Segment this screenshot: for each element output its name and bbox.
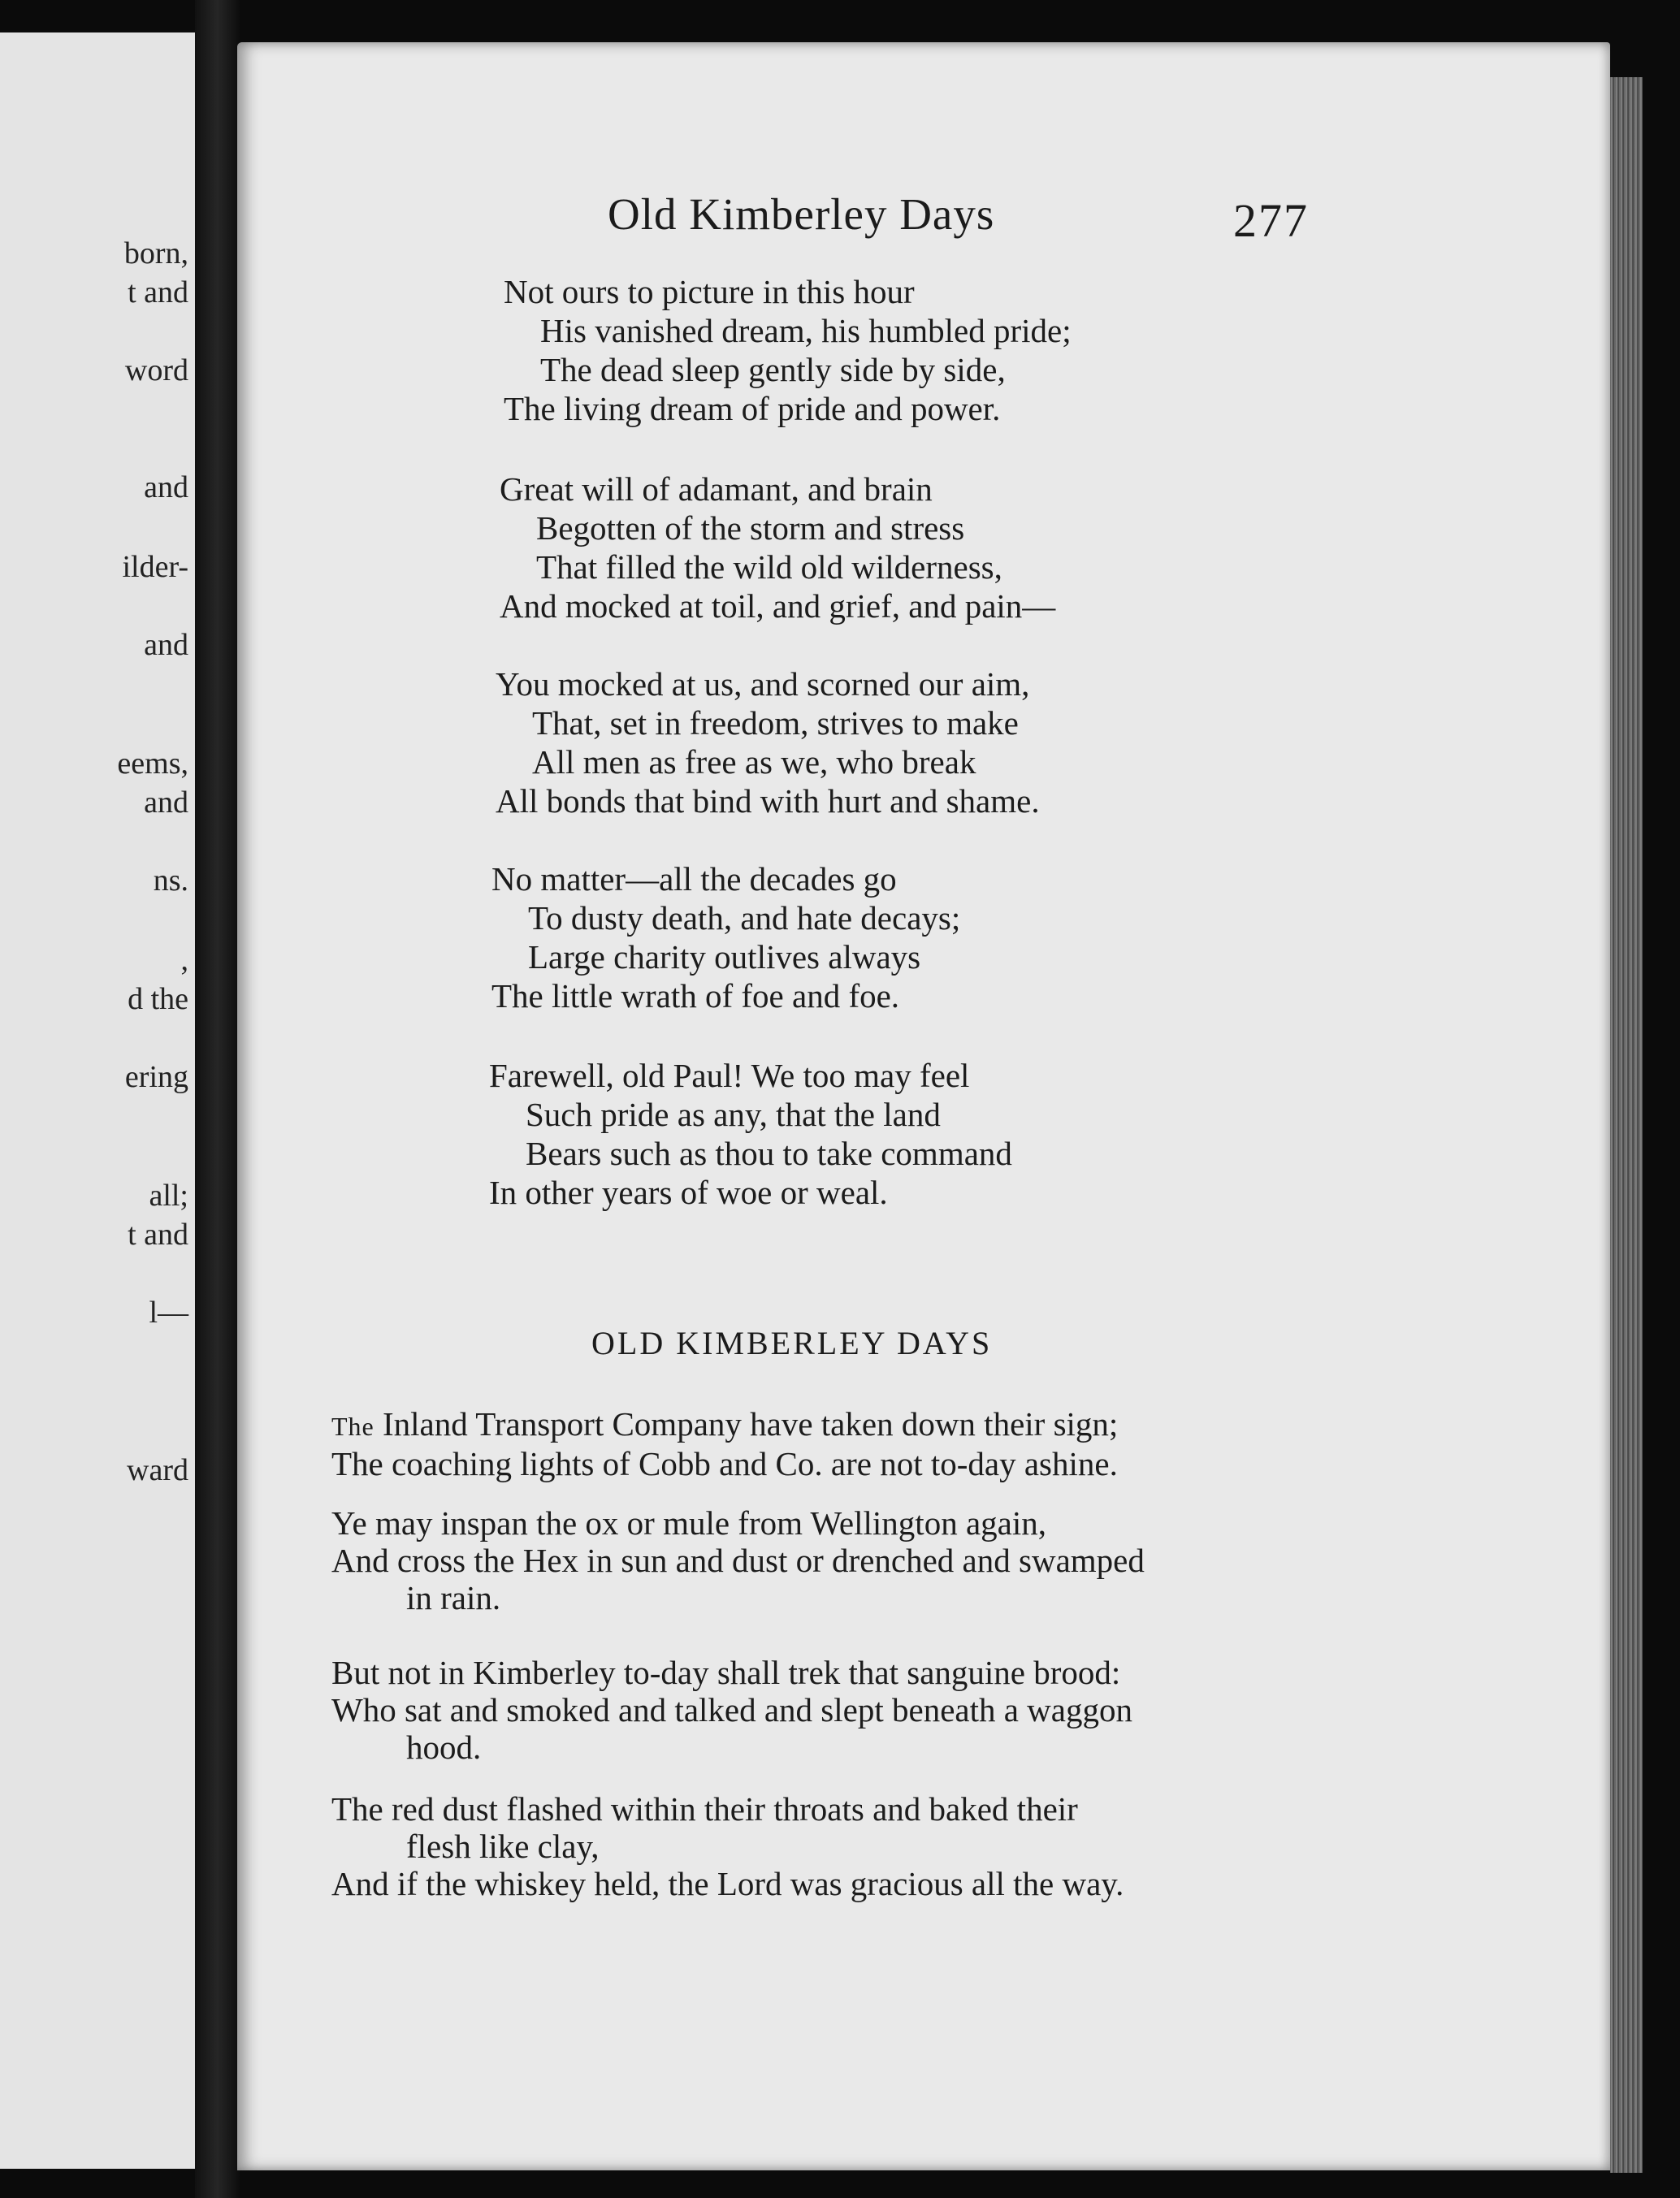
poem-stanza [331, 1790, 1124, 1902]
verse-line-text: Inland Transport Company have taken down their sign; [383, 1405, 1119, 1443]
facing-page-line: ns. [153, 863, 188, 898]
verse-line: That filled the wild old wilderness, [536, 548, 1002, 586]
facing-page-line: and [144, 628, 188, 662]
facing-page-line: d the [128, 982, 188, 1016]
verse-line: flesh like clay, [406, 1828, 600, 1865]
facing-page-line: t and [128, 1218, 188, 1252]
verse-line: To dusty death, and hate decays; [528, 899, 961, 937]
verse-line: Not ours to picture in this hour [504, 273, 915, 310]
facing-page-line: and [144, 470, 188, 504]
verse-line: In other years of woe or weal. [489, 1174, 888, 1211]
facing-page-line: word [124, 353, 188, 387]
verse-line: No matter—all the decades go [491, 860, 897, 898]
running-title: Old Kimberley Days [608, 189, 995, 239]
verse-line: Bears such as thou to take command [526, 1135, 1012, 1172]
verse-line: The red dust flashed within their throats and baked their [331, 1790, 1078, 1828]
small-caps-first-word: The [331, 1412, 375, 1441]
verse-line [331, 1405, 1118, 1445]
poem-stanza [496, 664, 1040, 820]
verse-line: Begotten of the storm and stress [536, 509, 965, 547]
verse-line: The little wrath of foe and foe. [491, 977, 900, 1015]
verse-line: The dead sleep gently side by side, [540, 351, 1006, 388]
verse-line: All men as free as we, who break [532, 743, 976, 781]
facing-page [0, 32, 195, 2169]
verse-line: That, set in freedom, strives to make [532, 704, 1019, 742]
poem-stanza [491, 859, 960, 1015]
verse-line: Ye may inspan the ox or mule from Wellington again, [331, 1504, 1046, 1542]
verse-line: And cross the Hex in sun and dust or drenched and swamped [331, 1542, 1145, 1579]
verse-line: Large charity outlives always [528, 938, 921, 976]
poem-stanza [331, 1654, 1132, 1766]
facing-page-line: born, [123, 236, 188, 270]
page-number: 277 [1233, 194, 1309, 247]
verse-line: And if the whiskey held, the Lord was gracious all the way. [331, 1865, 1124, 1902]
poem-stanza [331, 1504, 1145, 1616]
verse-line: hood. [406, 1729, 482, 1766]
facing-page-line: ering [124, 1060, 188, 1094]
poem-stanza [500, 469, 1055, 625]
facing-page-line: t and [128, 275, 188, 309]
facing-page-line: ilder- [122, 550, 188, 584]
verse-line: And mocked at toil, and grief, and pain— [500, 587, 1056, 625]
verse-line: in rain. [406, 1579, 501, 1616]
facing-page-line: all; [149, 1179, 188, 1213]
facing-page-line: eems, [117, 746, 188, 781]
book-gutter [195, 0, 240, 2198]
verse-line: His vanished dream, his humbled pride; [540, 312, 1072, 349]
verse-line: But not in Kimberley to-day shall trek that sanguine brood: [331, 1654, 1121, 1691]
verse-line: You mocked at us, and scorned our aim, [496, 665, 1030, 703]
verse-line: Who sat and smoked and talked and slept beneath a waggon [331, 1691, 1132, 1729]
poem-stanza [504, 272, 1072, 428]
facing-page-line: and [144, 785, 188, 820]
page-edges [1610, 77, 1643, 2173]
verse-line: Such pride as any, that the land [526, 1096, 941, 1133]
verse-line: All bonds that bind with hurt and shame. [496, 782, 1040, 820]
poem-stanza [331, 1405, 1118, 1482]
facing-page-line: ward [127, 1453, 188, 1487]
verse-line: The living dream of pride and power. [504, 390, 1001, 427]
verse-line: The coaching lights of Cobb and Co. are not to-day ashine. [331, 1445, 1118, 1482]
poem-title: OLD KIMBERLEY DAYS [591, 1325, 993, 1361]
facing-page-line: l— [149, 1296, 188, 1330]
poem-stanza [489, 1056, 1012, 1212]
facing-page-line: , [180, 943, 188, 977]
verse-line: Great will of adamant, and brain [500, 470, 933, 508]
verse-line: Farewell, old Paul! We too may feel [489, 1057, 970, 1094]
